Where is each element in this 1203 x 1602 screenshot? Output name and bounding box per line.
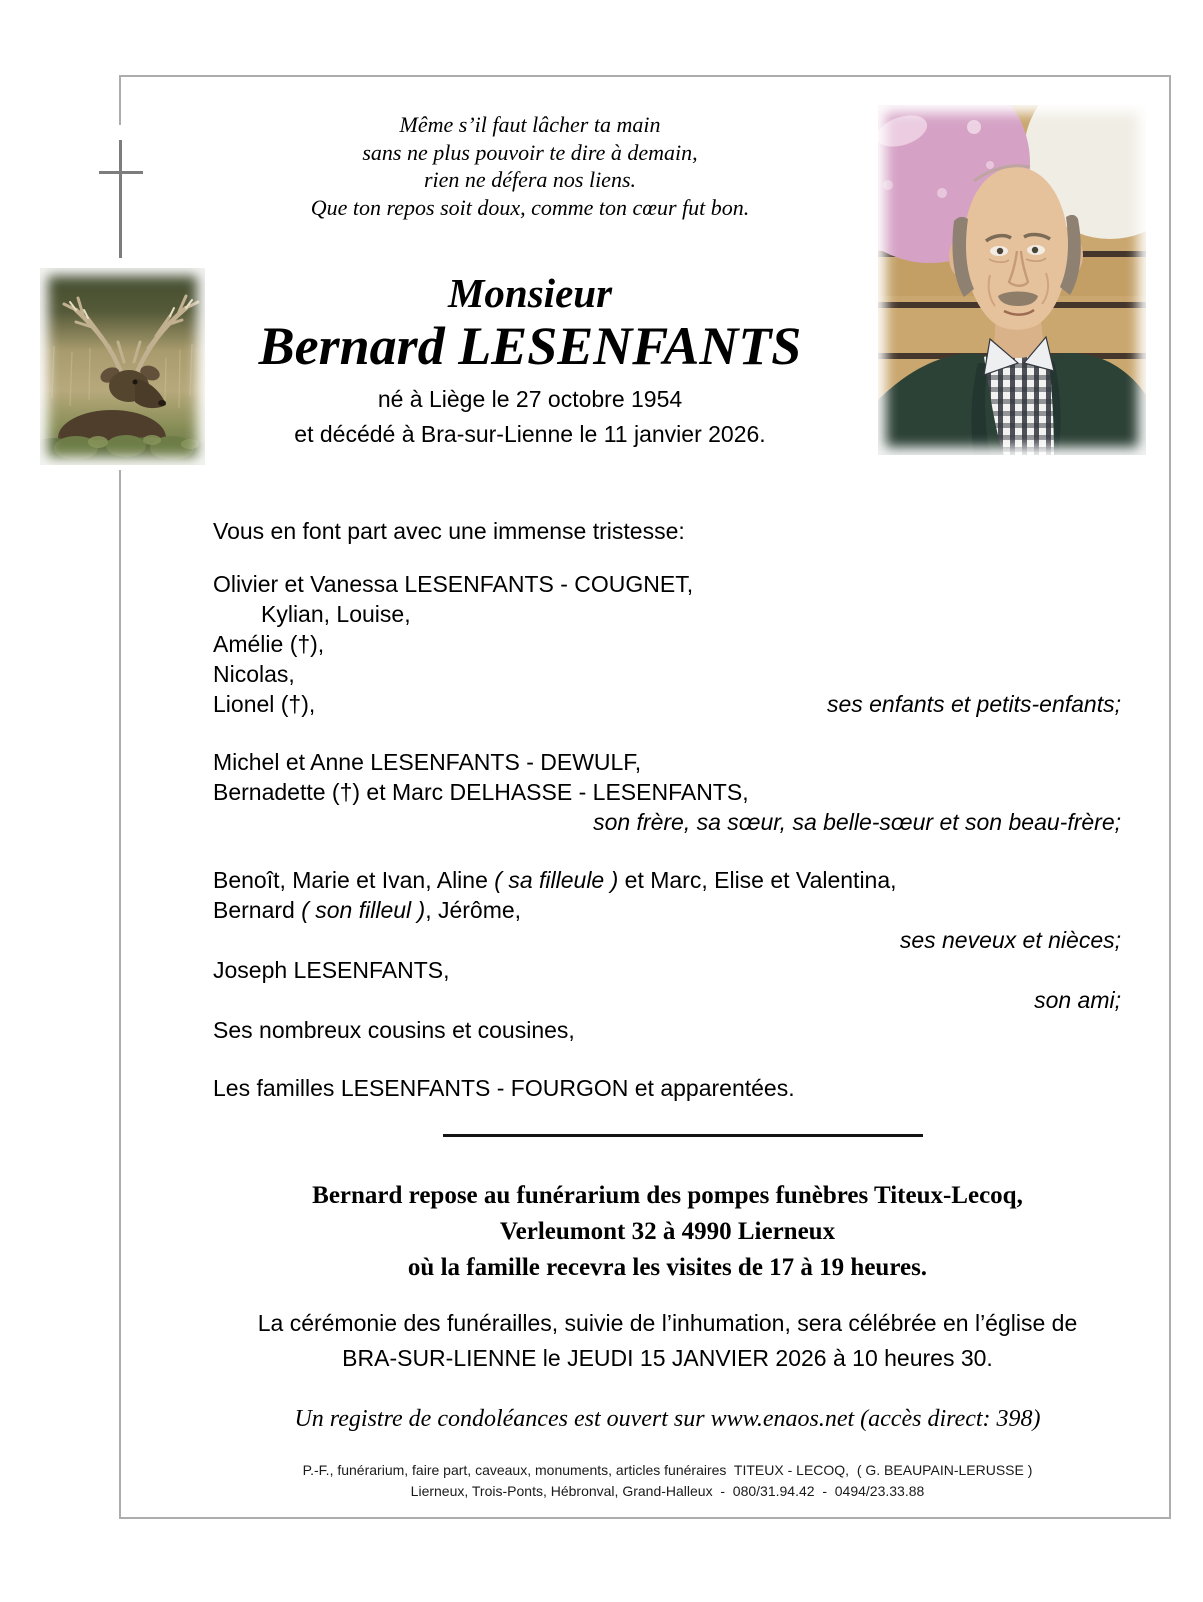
family-names: Michel et Anne LESENFANTS - DEWULF, bbox=[213, 749, 642, 775]
footer-line: P.-F., funérarium, faire part, caveaux, monuments, articles funéraires TITEUX - LECOQ, ( G. BEAUPAIN-LERUSSE ) bbox=[302, 1462, 1033, 1478]
separator-line bbox=[443, 1134, 923, 1137]
death-line: et décédé à Bra-sur-Lienne le 11 janvier 2026. bbox=[294, 421, 766, 447]
frame-right-line bbox=[1169, 75, 1171, 1519]
poem-line: rien ne défera nos liens. bbox=[423, 167, 637, 192]
family-row bbox=[213, 689, 1121, 719]
family-names: Joseph LESENFANTS, bbox=[213, 957, 450, 983]
relation-label: ses enfants et petits-enfants; bbox=[826, 691, 1121, 717]
family-row bbox=[213, 865, 1121, 895]
relation-label: ses neveux et nièces; bbox=[899, 927, 1121, 953]
family-row bbox=[213, 747, 1121, 777]
poem-line: Que ton repos soit doux, comme ton cœur fut bon. bbox=[310, 194, 750, 220]
family-names: Benoît, Marie et Ivan, Aline ( sa filleule ) et Marc, Elise et Valentina, bbox=[213, 867, 897, 893]
frame-left-line-lower bbox=[119, 470, 121, 1518]
family-names: Bernard ( son filleul ), Jérôme, bbox=[213, 897, 522, 923]
family-list bbox=[213, 569, 1121, 1103]
family-names: Nicolas, bbox=[213, 661, 295, 687]
frame-bottom-line bbox=[119, 1517, 1171, 1519]
family-row bbox=[213, 807, 1121, 837]
funeral-line: Verleumont 32 à 4990 Lierneux bbox=[499, 1218, 836, 1245]
family-names: Olivier et Vanessa LESENFANTS - COUGNET, bbox=[213, 571, 694, 597]
family-row bbox=[213, 569, 1121, 599]
condolence-register-line: Un registre de condoléances est ouvert sur www.enaos.net (accès direct: 398) bbox=[294, 1406, 1041, 1432]
family-names: Les familles LESENFANTS - FOURGON et apparentées. bbox=[213, 1075, 795, 1101]
family-row bbox=[213, 599, 1121, 629]
ceremony-line: BRA-SUR-LIENNE le JEUDI 15 JANVIER 2026 à 10 heures 30. bbox=[342, 1345, 993, 1371]
poem-line: sans ne plus pouvoir te dire à demain, bbox=[362, 139, 698, 165]
deceased-title: Monsieur bbox=[447, 270, 613, 316]
family-row bbox=[213, 925, 1121, 955]
family-row bbox=[213, 1073, 1121, 1103]
family-row bbox=[213, 895, 1121, 925]
funeral-line: Bernard repose au funérarium des pompes funèbres Titeux-Lecoq, bbox=[312, 1182, 1023, 1209]
family-names: Ses nombreux cousins et cousines, bbox=[213, 1017, 575, 1043]
poem-line: Même s’il faut lâcher ta main bbox=[399, 112, 661, 137]
frame-top-line bbox=[119, 75, 1171, 77]
funeral-info bbox=[215, 1178, 1120, 1286]
ceremony-info bbox=[215, 1306, 1120, 1376]
poem bbox=[230, 111, 830, 221]
family-row bbox=[213, 659, 1121, 689]
family-names: Bernadette (†) et Marc DELHASSE - LESENFANTS, bbox=[213, 779, 749, 805]
portrait-photo bbox=[878, 105, 1146, 455]
relation-label: son frère, sa sœur, sa belle-sœur et son beau-frère; bbox=[593, 809, 1121, 835]
family-row bbox=[213, 1015, 1121, 1045]
family-row bbox=[213, 629, 1121, 659]
family-row bbox=[213, 955, 1121, 985]
funeral-home-footer bbox=[215, 1460, 1120, 1502]
family-names: Amélie (†), bbox=[213, 631, 325, 657]
announcement-intro: Vous en font part avec une immense tristesse: bbox=[213, 518, 685, 544]
family-names: Kylian, Louise, bbox=[261, 601, 411, 627]
footer-line: Lierneux, Trois-Ponts, Hébronval, Grand-Halleux - 080/31.94.42 - 0494/23.33.88 bbox=[410, 1483, 925, 1499]
family-row bbox=[213, 777, 1121, 807]
deceased-name: Bernard LESENFANTS bbox=[258, 316, 802, 376]
frame-left-line-upper bbox=[119, 75, 121, 125]
funeral-line: où la famille recevra les visites de 17 à 19 heures. bbox=[407, 1254, 928, 1281]
family-announcement bbox=[213, 516, 1121, 1103]
ceremony-line: La cérémonie des funérailles, suivie de l’inhumation, sera célébrée en l’église de bbox=[257, 1310, 1078, 1336]
family-names: Lionel (†), bbox=[213, 691, 316, 717]
family-row bbox=[213, 985, 1121, 1015]
birth-line: né à Liège le 27 octobre 1954 bbox=[377, 386, 683, 412]
relation-label: son ami; bbox=[1034, 987, 1121, 1013]
